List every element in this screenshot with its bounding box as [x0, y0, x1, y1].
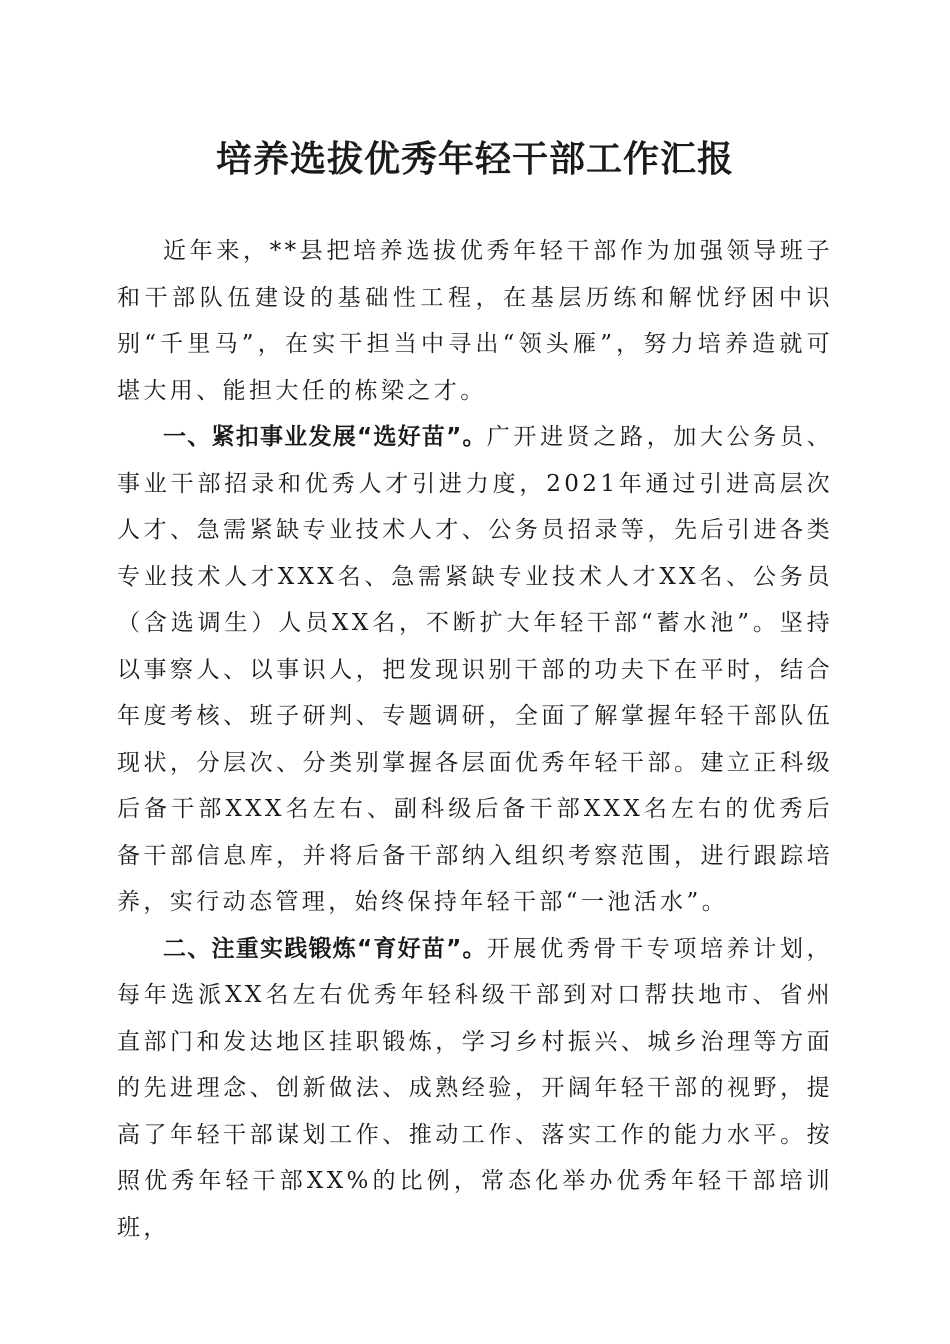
paragraph-intro — [117, 228, 833, 414]
section-heading: 二、注重实践锻炼“育好苗”。 — [163, 935, 487, 962]
paragraph-text: 近年来，**县把培养选拔优秀年轻干部作为加强领导班子和干部队伍建设的基础性工程，在基层历练和解忧纾困中识别“千里马”，在实干担当中寻出“领头雁”，努力培养造就可堪大用、能担大任的栋梁之才。 — [117, 238, 833, 404]
document-title: 培养选拔优秀年轻干部工作汇报 — [215, 138, 734, 180]
document-body — [117, 228, 833, 1251]
paragraph-text: 广开进贤之路，加大公务员、事业干部招录和优秀人才引进力度，2021年通过引进高层次人才、急需紧缺专业技术人才、公务员招录等，先后引进各类专业技术人才XXX名、急需紧缺专业技术人才XX名、公务员（含选调生）人员XX名，不断扩大年轻干部“蓄水池”。坚持以事察人、以事识人，把发现识别干部的功夫下在平时，结合年度考核、班子研判、专题调研，全面了解掌握年轻干部队伍现状，分层次、分类别掌握各层面优秀年轻干部。建立正科级后备干部XXX名左右、副科级后备干部XXX名左右的优秀后备干部信息库，并将后备干部纳入组织考察范围，进行跟踪培养，实行动态管理，始终保持年轻干部“一池活水”。 — [117, 424, 834, 915]
paragraph-section-2 — [117, 926, 833, 1252]
paragraph-section-1 — [117, 414, 833, 926]
section-heading: 一、紧扣事业发展“选好苗”。 — [163, 424, 487, 450]
paragraph-text: 开展优秀骨干专项培养计划，每年选派XX名左右优秀年轻科级干部到对口帮扶地市、省州直部门和发达地区挂职锻炼，学习乡村振兴、城乡治理等方面的先进理念、创新做法、成熟经验，开阔年轻干部的视野，提高了年轻干部谋划工作、推动工作、落实工作的能力水平。按照优秀年轻干部XX%的比例，常态化举办优秀年轻干部培训班， — [117, 935, 834, 1241]
